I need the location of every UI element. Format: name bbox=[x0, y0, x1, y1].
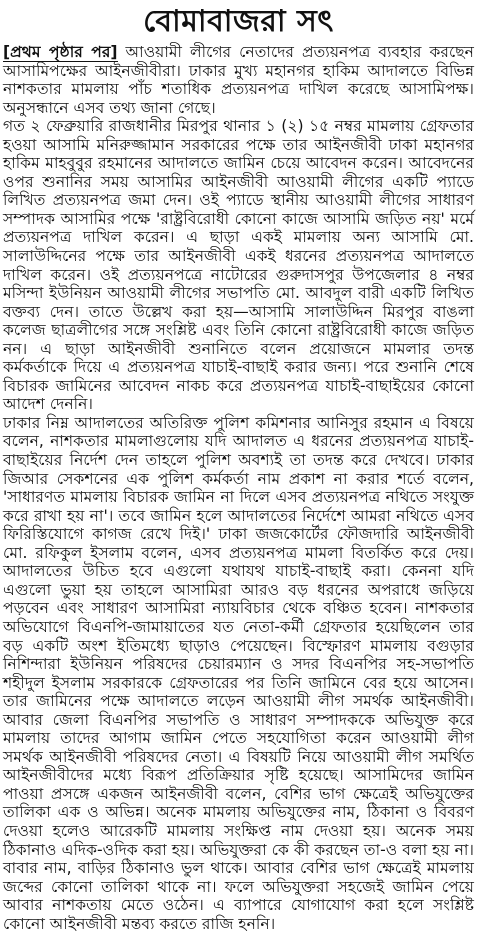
paragraph-1 bbox=[3, 43, 474, 117]
headline: বোমাবাজরা সৎ bbox=[143, 4, 334, 39]
paragraph-2: গত ২ ফেব্রুয়ারি রাজধানীর মিরপুর থানার ১ (২) ১৫ নম্বর মামলায় গ্রেফতার হওয়া আসামি মনিরুজ্জামান সরকারের পক্ষে তার আইনজীবী ঢাকা মহানগর হাকিম মাহবুবুর রহমানের আদালতে জামিন চেয়ে আবেদন করেন। আবেদনের ওপর শুনানির সময় আসামির আইনজীবী আওয়ামী লীগের একটি প্যাডে লিখিত প্রত্যয়নপত্র জমা দেন। ওই প্যাডে স্থানীয় আওয়ামী লীগের সাধারণ সম্পাদক আসামির পক্ষে 'রাষ্ট্রবিরোধী কোনো কাজে আসামি জড়িত নয়' মর্মে প্রত্যয়নপত্র দাখিল করেন। এ ছাড়া একই মামলায় অন্য আসামি মো. সালাউদ্দিনের পক্ষে তার আইনজীবী একই ধরনের প্রত্যয়নপত্র আদালতে দাখিল করেন। ওই প্রত্যয়নপত্রে নাটোরের গুরুদাসপুর উপজেলার ৪ নম্বর মসিন্দা ইউনিয়ন আওয়ামী লীগের সভাপতি মো. আবদুল বারী একটি লিখিত বক্তব্য দেন। তাতে উল্লেখ করা হয়—আসামি সালাউদ্দিন মিরপুর বাঙলা কলেজ ছাত্রলীগের সঙ্গে সংশ্লিষ্ট এবং তিনি কোনো রাষ্ট্রবিরোধী কাজে জড়িত নন। এ ছাড়া আইনজীবী শুনানিতে বলেন প্রয়োজনে মামলার তদন্ত কর্মকর্তাকে দিয়ে এ প্রত্যয়নপত্র যাচাই-বাছাই করার জন্য। পরে শুনানি শেষে বিচারক জামিনের আবেদন নাকচ করে প্রত্যয়নপত্র যাচাই-বাছাইয়ের কোনো আদেশ দেননি। bbox=[3, 117, 474, 414]
paragraph-3: ঢাকার নিম্ন আদালতের অতিরিক্ত পুলিশ কমিশনার আনিসুর রহমান এ বিষয়ে বলেন, নাশকতার মামলাগুলোয় যদি আদালত এ ধরনের প্রত্যয়নপত্র যাচাই-বাছাইয়ের নির্দেশ দেন তাহলে পুলিশ অবশ্যই তা তদন্ত করে দেখবে। ঢাকার জিআর সেকশনের এক পুলিশ কর্মকর্তা নাম প্রকাশ না করার শর্তে বলেন, 'সাধারণত মামলায় বিচারক জামিন না দিলে এসব প্রত্যয়নপত্র নথিতে সংযুক্ত করে রাখা হয় না'। তবে জামিন হলে আদালতের নির্দেশে আমরা নথিতে এসব ফিরিস্তিযোগে কাগজ রেখে দিই।' ঢাকা জজকোর্টের ফৌজদারি আইনজীবী মো. রফিকুল ইসলাম বলেন, এসব প্রত্যয়নপত্র মামলা বিতর্কিত করে দেয়। আদালতের উচিত হবে এগুলো যথাযথ যাচাই-বাছাই করা। কেননা যদি এগুলো ভুয়া হয় তাহলে আসামিরা আরও বড় ধরনের অপরাধে জড়িয়ে পড়বেন এবং সাধারণ আসামিরা ন্যায়বিচার থেকে বঞ্চিত হবেন। নাশকতার অভিযোগে বিএনপি-জামায়াতের যত নেতা-কর্মী গ্রেফতার হয়েছিলেন তার বড় একটি অংশ ইতিমধ্যে ছাড়াও পেয়েছেন। বিস্ফোরণ মামলায় বগুড়ার নিশিন্দারা ইউনিয়ন পরিষদের চেয়ারম্যান ও সদর বিএনপির সহ-সভাপতি শহীদুল ইসলাম সরকারকে গ্রেফতারের পর তিনি জামিনে বের হয়ে আসেন। তার জামিনের পক্ষে আদালতে লড়েন আওয়ামী লীগ সমর্থক আইনজীবী। আবার জেলা বিএনপির সভাপতি ও সাধারণ সম্পাদককে অভিযুক্ত করে মামলায় তাদের আগাম জামিন পেতে সহযোগিতা করেন আওয়ামী লীগ সমর্থক আইনজীবী পরিষদের নেতা। এ বিষয়টি নিয়ে আওয়ামী লীগ সমর্থিত আইনজীবীদের মধ্যে বিরূপ প্রতিক্রিয়ার সৃষ্টি হয়েছে। আসামিদের জামিন পাওয়া প্রসঙ্গে একজন আইনজীবী বলেন, বেশির ভাগ ক্ষেত্রেই অভিযুক্তের তালিকা এক ও অভিন্ন। অনেক মামলায় অভিযুক্তের নাম, ঠিকানা ও বিবরণ দেওয়া হলেও আরেকটি মামলায় সংক্ষিপ্ত নাম দেওয়া হয়। অনেক সময় ঠিকানাও এদিক-ওদিক করা হয়। অভিযুক্তরা কে কী করছেন তা-ও বলা হয় না। বাবার নাম, বাড়ির ঠিকানাও ভুল থাকে। আবার বেশির ভাগ ক্ষেত্রেই মামলায় জব্দের কোনো তালিকা থাকে না। ফলে অভিযুক্তরা সহজেই জামিন পেয়ে আবার নাশকতায় মেতে ওঠেন। এ ব্যাপারে যোগাযোগ করা হলে সংশ্লিষ্ট কোনো আইনজীবী মন্তব্য করতে রাজি হননি। bbox=[3, 413, 474, 933]
paragraph-1-text: আওয়ামী লীগের নেতাদের প্রত্যয়নপত্র ব্যবহার করছেন আসামিপক্ষের আইনজীবীরা। ঢাকার মুখ্য মহানগর হাকিম আদালতে বিভিন্ন নাশকতার মামলায় পাঁচ শতাধিক প্রত্যয়নপত্র দাখিল করেছে আসামিপক্ষ। অনুসন্ধানে এসব তথ্য জানা গেছে। bbox=[3, 43, 474, 117]
jump-label: [প্রথম পৃষ্ঠার পর] bbox=[3, 43, 118, 61]
article-body bbox=[3, 43, 474, 933]
